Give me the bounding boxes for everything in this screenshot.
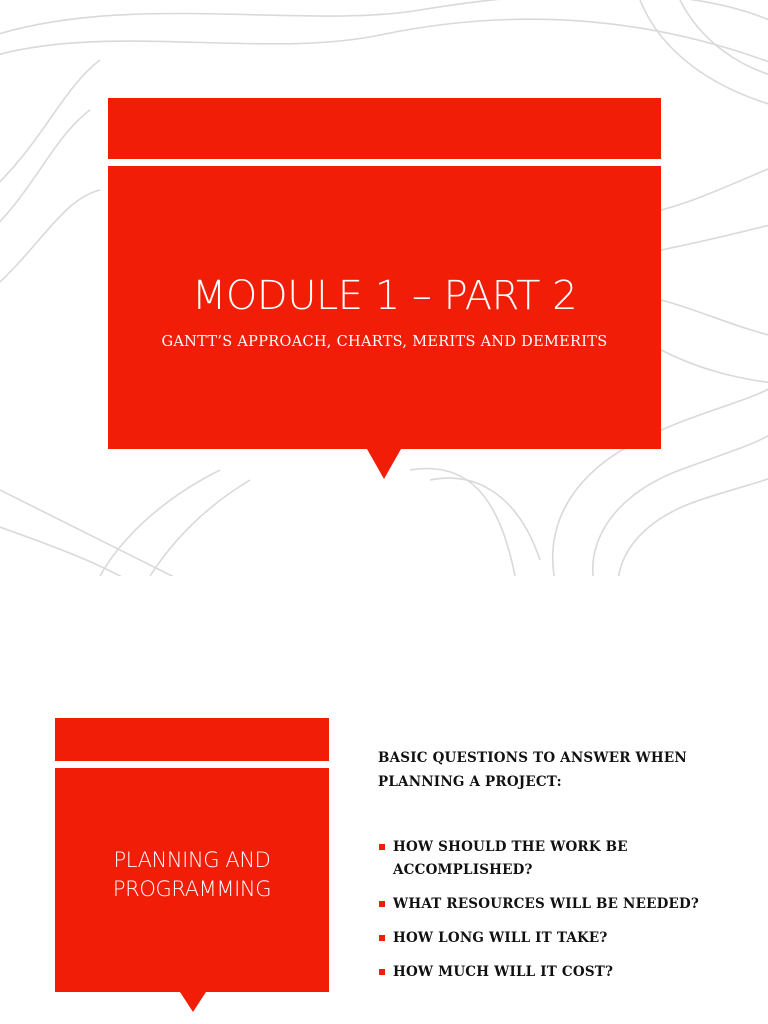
content-slide xyxy=(0,576,768,1024)
square-bullet-icon xyxy=(379,969,385,975)
list-item-text: WHAT RESOURCES WILL BE NEEDED? xyxy=(393,896,699,912)
list-item-text: HOW SHOULD THE WORK BE xyxy=(393,839,628,855)
square-bullet-icon xyxy=(379,901,385,907)
section-title-line: PROGRAMMING xyxy=(112,877,272,901)
header-accent-bar xyxy=(108,98,661,159)
section-box-pointer xyxy=(180,992,206,1012)
questions-list xyxy=(378,836,738,995)
section-title-line: PLANNING AND xyxy=(113,848,271,872)
square-bullet-icon xyxy=(379,935,385,941)
questions-heading-line: PLANNING A PROJECT: xyxy=(378,774,562,790)
square-bullet-icon xyxy=(379,844,385,850)
section-title xyxy=(55,846,329,904)
slide-title: MODULE 1 – PART 2 xyxy=(191,273,578,319)
list-item xyxy=(378,893,738,916)
questions-heading-line: BASIC QUESTIONS TO ANSWER WHEN xyxy=(378,750,687,766)
list-item-text: HOW MUCH WILL IT COST? xyxy=(393,964,614,980)
list-item xyxy=(378,927,738,950)
list-item xyxy=(378,836,738,882)
list-item xyxy=(378,961,738,984)
questions-heading xyxy=(378,746,718,794)
list-item-text: ACCOMPLISHED? xyxy=(393,862,533,878)
title-box-pointer xyxy=(367,449,401,479)
list-item-text: HOW LONG WILL IT TAKE? xyxy=(393,930,608,946)
section-accent-bar xyxy=(55,718,329,761)
slide-subtitle: GANTT’S APPROACH, CHARTS, MERITS AND DEMERITS xyxy=(161,334,608,350)
